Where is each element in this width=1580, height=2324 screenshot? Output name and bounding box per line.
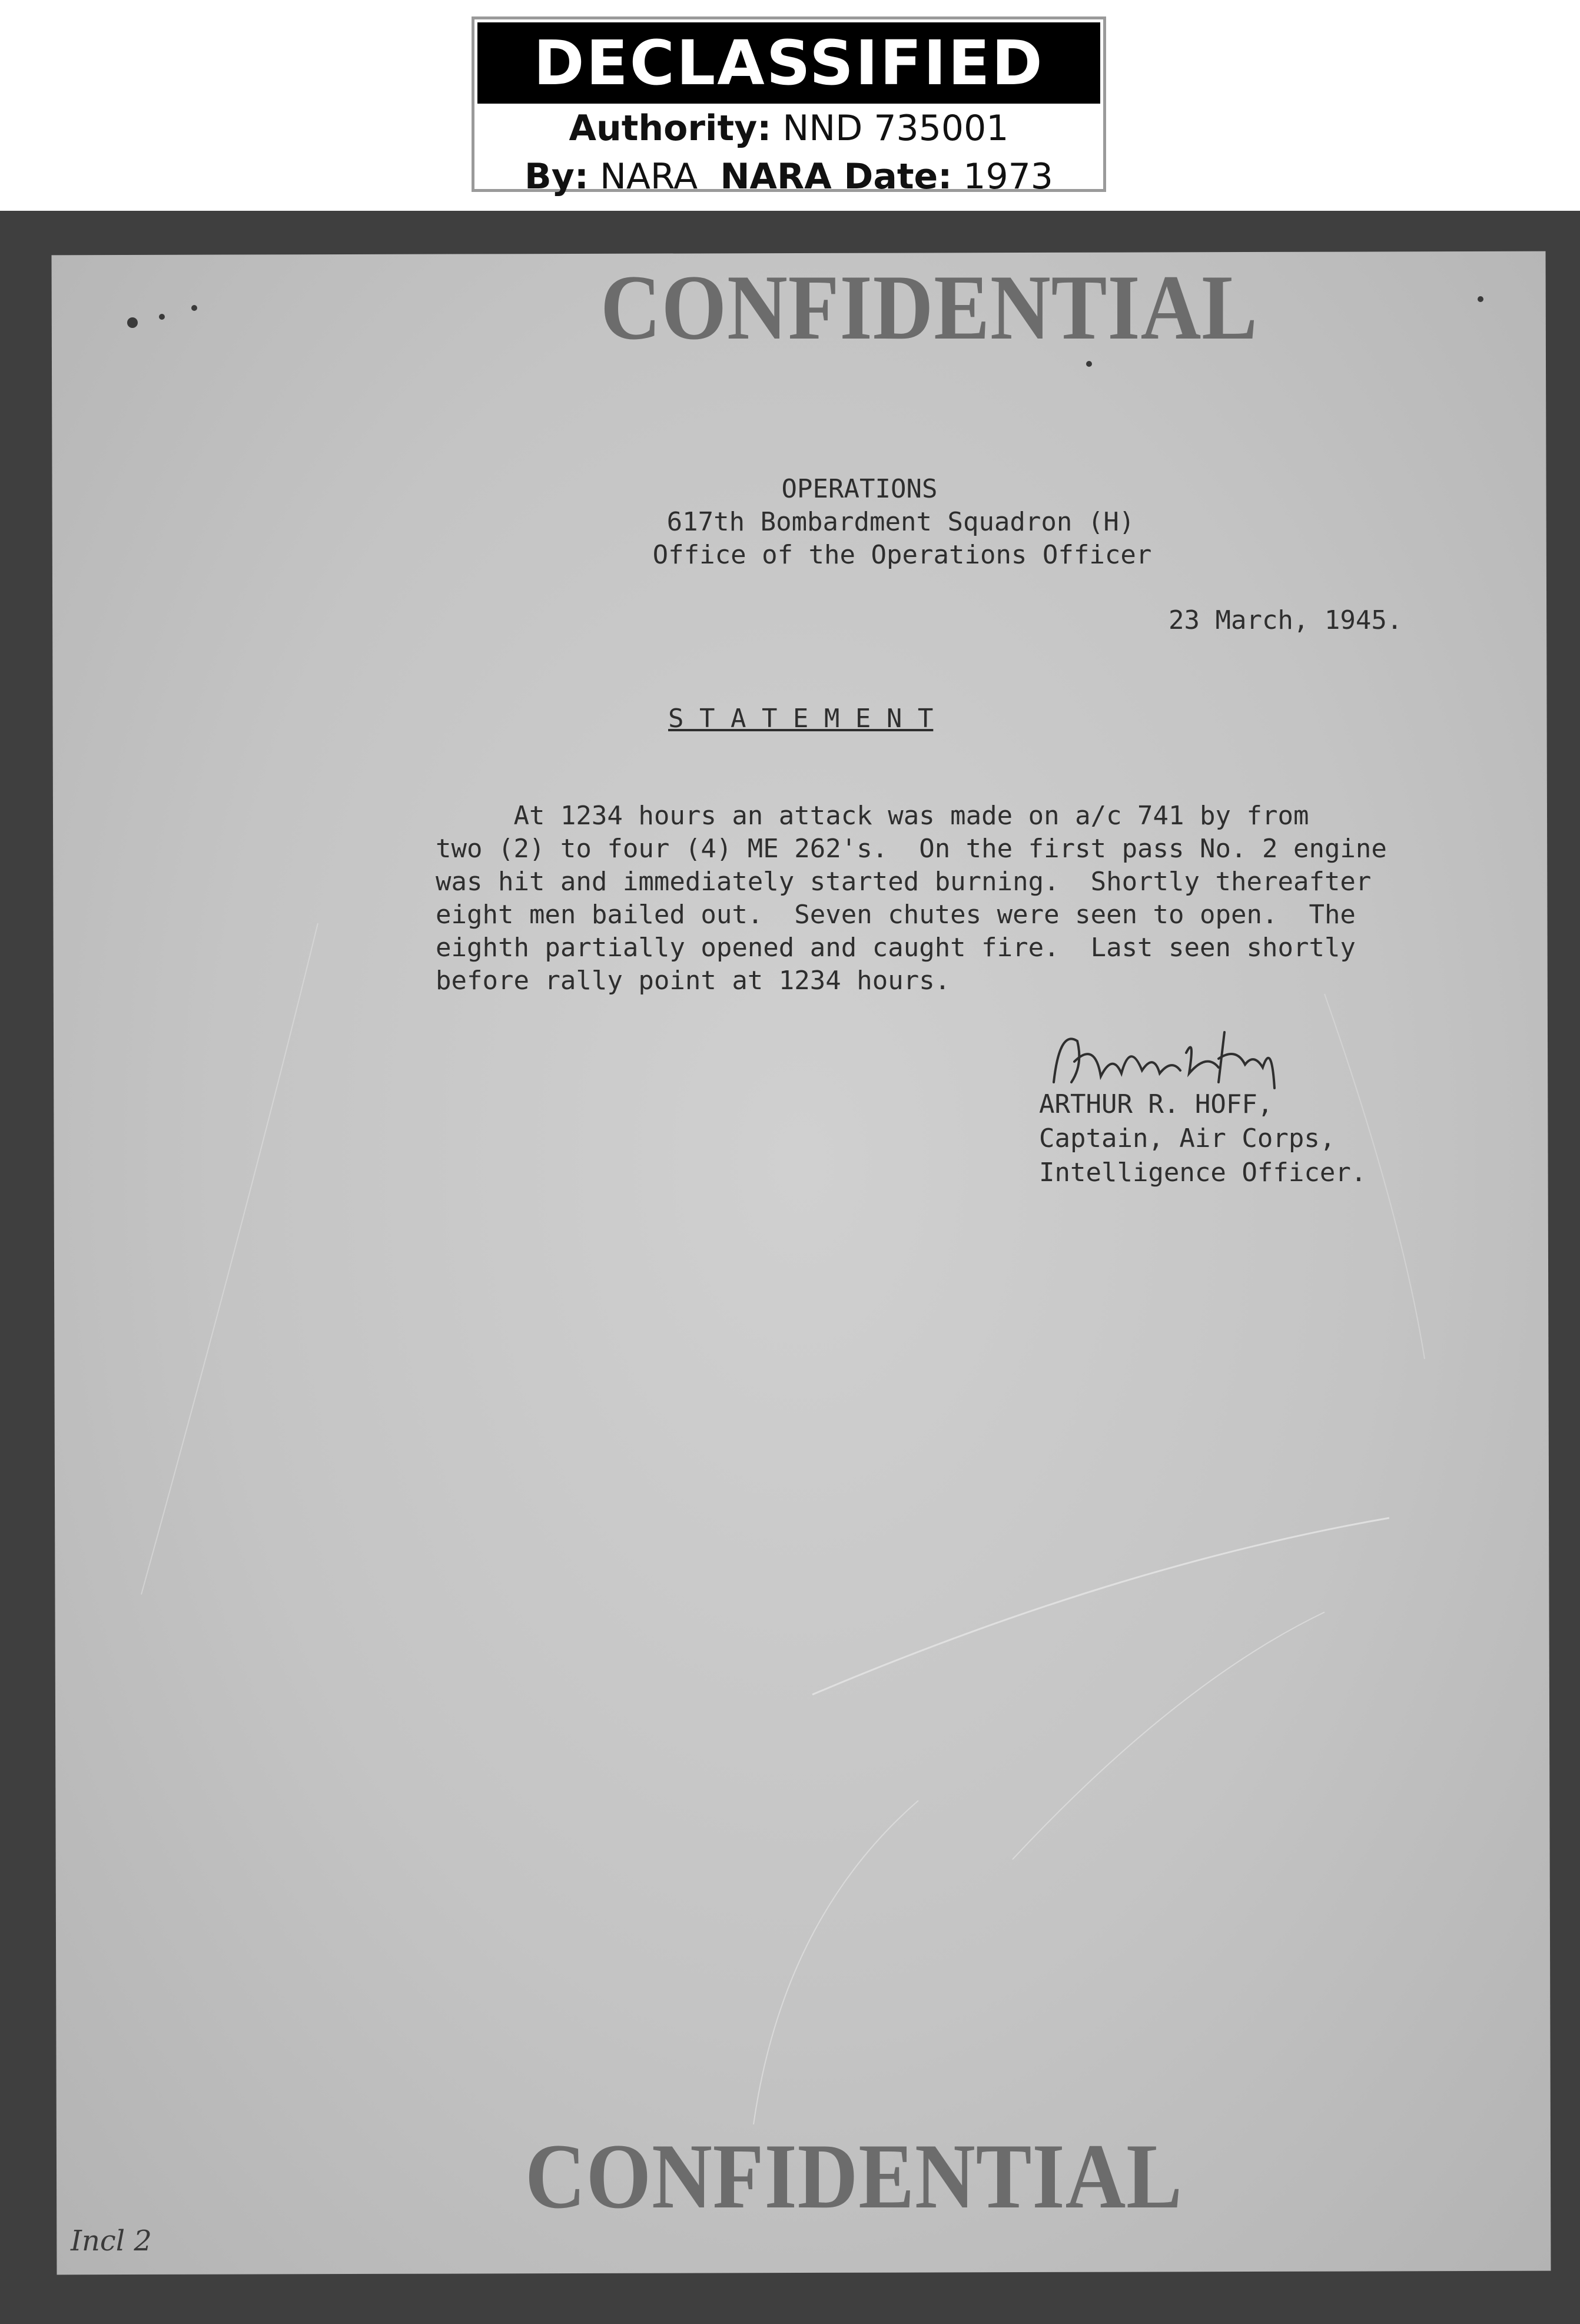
nara-date-label: NARA Date: [720,156,952,197]
body-line: two (2) to four (4) ME 262's. On the first pass No. 2 engine [436,834,1387,864]
handwritten-signature [1042,1017,1289,1100]
by-line [474,156,1103,197]
body-line: was hit and immediately started burning. Shortly thereafter [436,867,1372,897]
body-line: At 1234 hours an attack was made on a/c 741 by from [436,801,1309,831]
classification-stamp-bottom: CONFIDENTIAL [525,2125,1183,2228]
header-office: Office of the Operations Officer [652,540,1152,570]
declassification-stamp [472,16,1106,197]
by-value: NARA [599,156,698,197]
classification-stamp-top: CONFIDENTIAL [600,256,1258,359]
authority-label: Authority: [569,108,772,149]
header-operations: OPERATIONS [781,474,938,504]
signer-title: Intelligence Officer. [1039,1158,1367,1188]
authority-value: NND 735001 [782,108,1009,149]
body-line: before rally point at 1234 hours. [436,966,951,996]
body-line: eighth partially opened and caught fire. Last seen shortly [436,933,1356,963]
header-squadron: 617th Bombardment Squadron (H) [666,507,1135,537]
declassified-title: DECLASSIFIED [477,22,1100,104]
document-date: 23 March, 1945. [1169,605,1403,635]
scanned-document [0,211,1580,2324]
by-label: By: [525,156,589,197]
statement-heading: S T A T E M E N T [668,704,934,734]
signer-name: ARTHUR R. HOFF, [1039,1089,1273,1119]
authority-line [474,108,1103,149]
body-line: eight men bailed out. Seven chutes were seen to open. The [436,900,1356,930]
nara-date-value: 1973 [963,156,1053,197]
margin-note: Incl 2 [71,2224,152,2257]
signer-rank: Captain, Air Corps, [1039,1123,1336,1153]
